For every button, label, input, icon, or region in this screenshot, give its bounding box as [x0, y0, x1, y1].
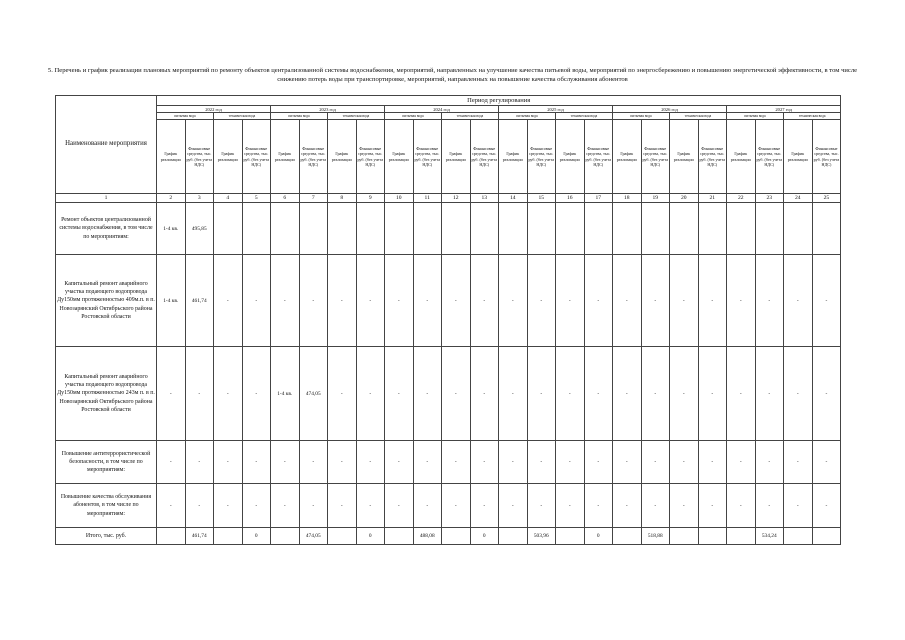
- table-cell: 461,74: [185, 528, 214, 545]
- table-cell: -: [385, 255, 414, 347]
- table-cell: -: [584, 255, 613, 347]
- table-cell: -: [755, 441, 784, 484]
- table-cell: -: [385, 347, 414, 441]
- table-cell: -: [442, 347, 471, 441]
- column-number: 19: [641, 194, 670, 203]
- table-cell: 474,05: [299, 528, 328, 545]
- table-cell: -: [755, 255, 784, 347]
- table-cell: [613, 528, 642, 545]
- column-number: 10: [385, 194, 414, 203]
- table-cell: [299, 203, 328, 255]
- column-number: 21: [698, 194, 727, 203]
- table-cell: -: [556, 441, 585, 484]
- table-cell: -: [784, 441, 813, 484]
- table-cell: [157, 528, 186, 545]
- table-cell: -: [185, 484, 214, 528]
- table-cell: [499, 203, 528, 255]
- table-cell: [271, 203, 300, 255]
- table-row: [56, 528, 841, 545]
- table-cell: [784, 528, 813, 545]
- table-cell: [812, 528, 841, 545]
- table-cell: [613, 203, 642, 255]
- table-cell: -: [271, 441, 300, 484]
- table-cell: -: [727, 484, 756, 528]
- table-cell: -: [556, 484, 585, 528]
- column-number: 22: [727, 194, 756, 203]
- table-cell: [670, 528, 699, 545]
- table-cell: -: [727, 347, 756, 441]
- table-cell: -: [584, 441, 613, 484]
- table-cell: -: [755, 484, 784, 528]
- table-cell: [727, 528, 756, 545]
- table-cell: -: [556, 255, 585, 347]
- table-cell: -: [185, 441, 214, 484]
- table-cell: -: [670, 484, 699, 528]
- measure-name: Капитальный ремонт аварийного участка подающего водопровода Ду150мм протяженностью 243м п. в п. Новозарянский Октябрьского района Ростовской области: [56, 347, 157, 441]
- table-cell: [499, 528, 528, 545]
- column-header-schedule: График реализации: [499, 120, 528, 194]
- table-cell: -: [242, 347, 271, 441]
- table-cell: 0: [242, 528, 271, 545]
- measure-name: Итого, тыс. руб.: [56, 528, 157, 545]
- column-header-finance: Финансовые средства, тыс. руб. (без учета НДС): [698, 120, 727, 194]
- table-cell: -: [385, 484, 414, 528]
- table-cell: -: [470, 441, 499, 484]
- table-cell: [271, 528, 300, 545]
- table-cell: 1-4 кв.: [271, 347, 300, 441]
- column-header-schedule: График реализации: [157, 120, 186, 194]
- table-cell: -: [812, 255, 841, 347]
- table-cell: -: [784, 347, 813, 441]
- table-cell: -: [157, 347, 186, 441]
- column-number: 17: [584, 194, 613, 203]
- table-cell: [584, 203, 613, 255]
- table-cell: -: [784, 484, 813, 528]
- table-cell: -: [698, 484, 727, 528]
- year-header: 2023 год: [271, 106, 385, 113]
- table-cell: [698, 203, 727, 255]
- column-header-finance: Финансовые средства, тыс. руб. (без учета НДС): [242, 120, 271, 194]
- table-cell: 1-4 кв.: [157, 255, 186, 347]
- table-cell: -: [271, 255, 300, 347]
- table-cell: 0: [356, 528, 385, 545]
- column-number: 7: [299, 194, 328, 203]
- table-row: [56, 203, 841, 255]
- measures-table: [55, 95, 841, 545]
- column-number: 3: [185, 194, 214, 203]
- table-cell: [470, 203, 499, 255]
- table-cell: [727, 203, 756, 255]
- table-cell: 495,85: [185, 203, 214, 255]
- table-cell: [242, 203, 271, 255]
- table-cell: -: [470, 347, 499, 441]
- table-cell: -: [812, 441, 841, 484]
- column-header-schedule: График реализации: [784, 120, 813, 194]
- column-header-finance: Финансовые средства, тыс. руб. (без учета НДС): [299, 120, 328, 194]
- column-header-schedule: График реализации: [556, 120, 585, 194]
- column-number: 24: [784, 194, 813, 203]
- table-row: [56, 484, 841, 528]
- table-cell: [698, 528, 727, 545]
- table-cell: -: [698, 441, 727, 484]
- column-header-schedule: График реализации: [442, 120, 471, 194]
- table-cell: -: [299, 441, 328, 484]
- table-cell: -: [214, 255, 243, 347]
- table-cell: -: [328, 255, 357, 347]
- column-header-finance: Финансовые средства, тыс. руб. (без учета НДС): [527, 120, 556, 194]
- column-number: 16: [556, 194, 585, 203]
- table-cell: -: [413, 484, 442, 528]
- column-number: 25: [812, 194, 841, 203]
- column-number: 23: [755, 194, 784, 203]
- table-row: [56, 255, 841, 347]
- table-row: [56, 347, 841, 441]
- table-cell: -: [812, 484, 841, 528]
- table-row: [56, 441, 841, 484]
- table-cell: -: [356, 347, 385, 441]
- table-cell: -: [413, 255, 442, 347]
- table-cell: [641, 203, 670, 255]
- table-cell: -: [613, 441, 642, 484]
- measure-name: Повышение качества обслуживания абонентов, в том числе по мероприятиям:: [56, 484, 157, 528]
- zone-header: питьевая вода: [271, 113, 328, 120]
- table-cell: 518,88: [641, 528, 670, 545]
- column-header-name: Наименование мероприятия: [56, 96, 157, 194]
- table-cell: -: [584, 484, 613, 528]
- table-cell: [556, 528, 585, 545]
- table-cell: -: [328, 347, 357, 441]
- column-header-finance: Финансовые средства, тыс. руб. (без учета НДС): [812, 120, 841, 194]
- table-cell: [356, 203, 385, 255]
- table-cell: -: [556, 347, 585, 441]
- table-cell: [385, 203, 414, 255]
- table-cell: [214, 528, 243, 545]
- column-header-finance: Финансовые средства, тыс. руб. (без учета НДС): [755, 120, 784, 194]
- table-cell: -: [185, 347, 214, 441]
- table-cell: -: [356, 484, 385, 528]
- table-cell: [214, 203, 243, 255]
- zone-header: питьевая вода: [385, 113, 442, 120]
- table-cell: 461,74: [185, 255, 214, 347]
- table-cell: -: [527, 255, 556, 347]
- table-cell: -: [413, 441, 442, 484]
- column-number: 6: [271, 194, 300, 203]
- zone-header: питьевая вода: [499, 113, 556, 120]
- column-header-schedule: График реализации: [385, 120, 414, 194]
- table-cell: -: [641, 441, 670, 484]
- column-header-schedule: График реализации: [271, 120, 300, 194]
- table-cell: -: [413, 347, 442, 441]
- zone-header: техническая вода: [556, 113, 613, 120]
- column-number: 11: [413, 194, 442, 203]
- table-cell: [442, 528, 471, 545]
- table-cell: -: [584, 347, 613, 441]
- page-title: 5. Перечень и график реализации плановых мероприятий по ремонту объектов централизованной системы водоснабжения, мероприятий, направленных на улучшение качества питьевой воды, мероприятий по энергосбережению и повышению энергетической эффективности, в том числе снижению потерь воды при транспортировке, мероприятий, направленных на повышение качества обслуживания абонентов: [47, 67, 858, 83]
- table-cell: [413, 203, 442, 255]
- table-cell: -: [698, 255, 727, 347]
- table-cell: 1-4 кв.: [157, 203, 186, 255]
- zone-header: питьевая вода: [157, 113, 214, 120]
- table-cell: [755, 203, 784, 255]
- measure-name: Ремонт объектов централизованной системы водоснабжения, в том числе по мероприятиям:: [56, 203, 157, 255]
- table-cell: 474,05: [299, 347, 328, 441]
- table-cell: 488,08: [413, 528, 442, 545]
- table-cell: -: [157, 441, 186, 484]
- column-number: 1: [56, 194, 157, 203]
- table-cell: -: [613, 484, 642, 528]
- year-header: 2027 год: [727, 106, 841, 113]
- table-cell: 534,24: [755, 528, 784, 545]
- table-cell: -: [299, 255, 328, 347]
- table-cell: -: [442, 255, 471, 347]
- period-header: Период регулирования: [157, 96, 841, 106]
- table-cell: -: [356, 441, 385, 484]
- table-cell: -: [499, 484, 528, 528]
- column-number: 2: [157, 194, 186, 203]
- year-header: 2026 год: [613, 106, 727, 113]
- table-cell: -: [670, 441, 699, 484]
- table-cell: -: [499, 441, 528, 484]
- table-cell: -: [527, 347, 556, 441]
- table-cell: -: [727, 255, 756, 347]
- table-cell: -: [784, 255, 813, 347]
- column-number: 15: [527, 194, 556, 203]
- table-cell: [328, 528, 357, 545]
- table-cell: [442, 203, 471, 255]
- table-cell: -: [442, 484, 471, 528]
- table-cell: [385, 528, 414, 545]
- column-header-schedule: График реализации: [328, 120, 357, 194]
- table-cell: -: [641, 484, 670, 528]
- column-header-finance: Финансовые средства, тыс. руб. (без учета НДС): [356, 120, 385, 194]
- table-cell: -: [242, 441, 271, 484]
- table-cell: -: [299, 484, 328, 528]
- column-header-finance: Финансовые средства, тыс. руб. (без учета НДС): [470, 120, 499, 194]
- zone-header: техническая вода: [670, 113, 727, 120]
- zone-header: техническая вода: [328, 113, 385, 120]
- column-number: 20: [670, 194, 699, 203]
- table-cell: -: [727, 441, 756, 484]
- column-header-finance: Финансовые средства, тыс. руб. (без учета НДС): [413, 120, 442, 194]
- table-cell: 0: [470, 528, 499, 545]
- table-cell: -: [812, 347, 841, 441]
- table-cell: -: [214, 441, 243, 484]
- table-cell: -: [527, 441, 556, 484]
- column-header-finance: Финансовые средства, тыс. руб. (без учета НДС): [185, 120, 214, 194]
- measure-name: Повышение антитеррористической безопасности, в том числе по мероприятиям:: [56, 441, 157, 484]
- table-cell: -: [670, 347, 699, 441]
- table-cell: -: [242, 255, 271, 347]
- column-number: 18: [613, 194, 642, 203]
- column-header-schedule: График реализации: [214, 120, 243, 194]
- table-cell: -: [527, 484, 556, 528]
- column-number: 4: [214, 194, 243, 203]
- year-header: 2025 год: [499, 106, 613, 113]
- table-cell: -: [328, 484, 357, 528]
- table-cell: -: [356, 255, 385, 347]
- table-cell: -: [214, 347, 243, 441]
- table-cell: -: [157, 484, 186, 528]
- column-header-schedule: График реализации: [670, 120, 699, 194]
- column-number: 8: [328, 194, 357, 203]
- zone-header: питьевая вода: [613, 113, 670, 120]
- year-header: 2024 год: [385, 106, 499, 113]
- table-cell: -: [641, 347, 670, 441]
- table-cell: -: [755, 347, 784, 441]
- table-cell: -: [214, 484, 243, 528]
- column-header-schedule: График реализации: [727, 120, 756, 194]
- zone-header: техническая вода: [442, 113, 499, 120]
- table-cell: -: [613, 347, 642, 441]
- column-number: 9: [356, 194, 385, 203]
- table-cell: -: [328, 441, 357, 484]
- table-cell: -: [442, 441, 471, 484]
- column-header-finance: Финансовые средства, тыс. руб. (без учета НДС): [641, 120, 670, 194]
- table-cell: [527, 203, 556, 255]
- table-cell: -: [271, 484, 300, 528]
- zone-header: техническая вода: [214, 113, 271, 120]
- table-cell: [556, 203, 585, 255]
- table-cell: [670, 203, 699, 255]
- table-cell: -: [641, 255, 670, 347]
- column-number: 5: [242, 194, 271, 203]
- table-cell: [784, 203, 813, 255]
- year-header: 2022 год: [157, 106, 271, 113]
- zone-header: питьевая вода: [727, 113, 784, 120]
- table-cell: [812, 203, 841, 255]
- zone-header: техническая вода: [784, 113, 841, 120]
- table-cell: [328, 203, 357, 255]
- table-cell: -: [698, 347, 727, 441]
- column-number: 14: [499, 194, 528, 203]
- table-cell: -: [499, 255, 528, 347]
- table-cell: -: [613, 255, 642, 347]
- column-number: 13: [470, 194, 499, 203]
- table-cell: 0: [584, 528, 613, 545]
- table-cell: -: [499, 347, 528, 441]
- measure-name: Капитальный ремонт аварийного участка подающего водопровода Ду150мм протяженностью 409м.п. в п. Новозарянский Октябрьского района Ростовской области: [56, 255, 157, 347]
- table-cell: -: [470, 484, 499, 528]
- table-cell: 503,96: [527, 528, 556, 545]
- table-cell: -: [670, 255, 699, 347]
- column-header-finance: Финансовые средства, тыс. руб. (без учета НДС): [584, 120, 613, 194]
- table-cell: -: [242, 484, 271, 528]
- table-cell: -: [470, 255, 499, 347]
- table-cell: -: [385, 441, 414, 484]
- column-number: 12: [442, 194, 471, 203]
- column-header-schedule: График реализации: [613, 120, 642, 194]
